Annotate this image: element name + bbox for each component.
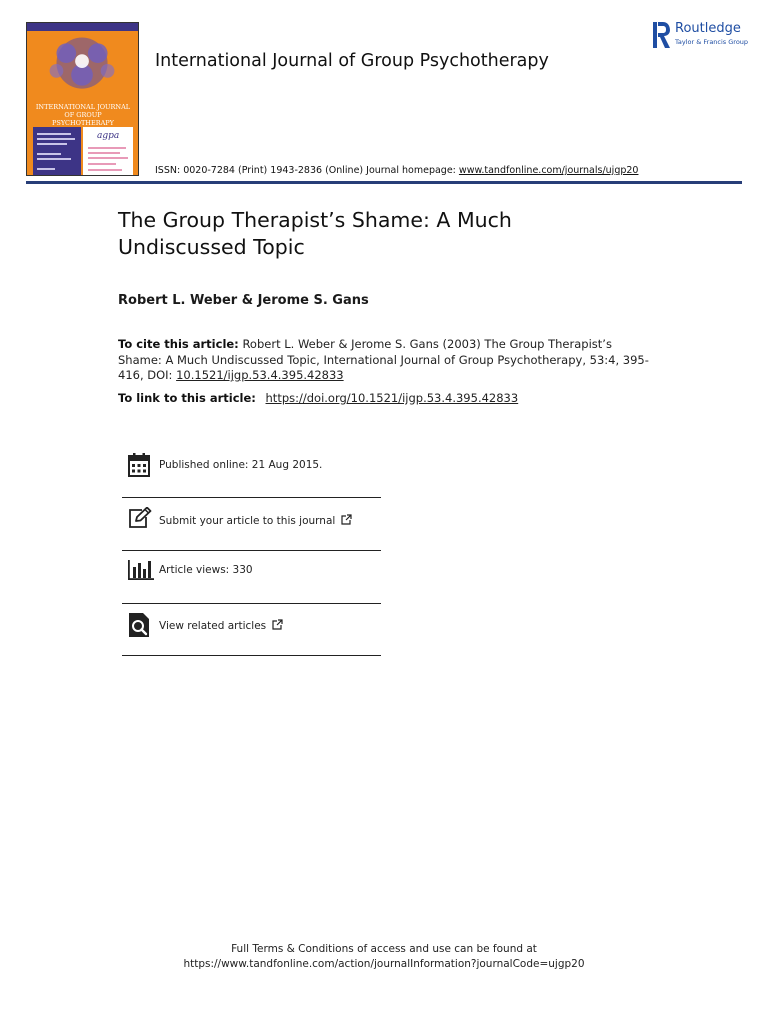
link-block <box>118 391 518 405</box>
cite-doi-link[interactable]: 10.1521/ijgp.53.4.395.42833 <box>176 368 344 382</box>
terms-link[interactable]: https://www.tandfonline.com/action/journalInformation?journalCode=ujgp20 <box>183 958 585 970</box>
article-views-text: Article views: 330 <box>159 564 253 576</box>
citation-block <box>118 337 658 384</box>
article-authors: Robert L. Weber & Jerome S. Gans <box>118 293 369 308</box>
journal-cover-image <box>26 22 139 176</box>
info-divider <box>122 497 381 498</box>
publisher-subtitle: Taylor & Francis Group <box>675 38 749 46</box>
routledge-r-icon <box>653 22 671 48</box>
issn-text: ISSN: 0020-7284 (Print) 1943-2836 (Online) Journal homepage: <box>155 165 456 176</box>
cover-artwork <box>27 31 138 101</box>
link-label: To link to this article: <box>118 391 256 405</box>
published-online-text: Published online: 21 Aug 2015. <box>159 459 323 471</box>
journal-homepage-link[interactable]: www.tandfonline.com/journals/ujgp20 <box>458 165 639 176</box>
external-link-icon <box>272 619 283 630</box>
related-articles-row[interactable] <box>122 613 381 639</box>
calendar-icon <box>128 453 150 477</box>
cover-title: INTERNATIONAL JOURNAL OF GROUP PSYCHOTHERAPY <box>35 103 131 127</box>
info-divider <box>122 603 381 604</box>
journal-name: International Journal of Group Psychotherapy <box>155 51 549 71</box>
submit-article-row[interactable] <box>122 507 381 535</box>
submit-article-label: Submit your article to this journal <box>159 515 336 527</box>
bar-chart-icon <box>128 560 154 580</box>
header-divider <box>26 181 742 184</box>
svg-text:agpa: agpa <box>97 131 120 141</box>
document-search-icon <box>128 613 150 637</box>
edit-icon <box>128 507 152 529</box>
issn-line <box>155 165 638 176</box>
published-online-row <box>122 453 381 481</box>
article-title: The Group Therapist’s Shame: A Much Undiscussed Topic <box>118 208 512 259</box>
terms-text: Full Terms & Conditions of access and use can be found at <box>231 943 537 955</box>
info-divider <box>122 550 381 551</box>
terms-footer <box>0 942 768 972</box>
cite-label: To cite this article: <box>118 337 239 351</box>
related-articles-label: View related articles <box>159 620 267 632</box>
submit-article-link[interactable] <box>159 514 352 527</box>
cover-contents-panel <box>33 127 81 175</box>
routledge-logo[interactable] <box>653 21 753 49</box>
article-views-row <box>122 560 381 584</box>
cite-text: Robert L. Weber & Jerome S. Gans (2003) The Group Therapist’s Shame: A Much Undiscussed Topic, International Journal of Group Psychotherapy, 53:4, 395-416, DOI: <box>118 337 649 382</box>
article-doi-link[interactable]: https://doi.org/10.1521/ijgp.53.4.395.42833 <box>265 391 519 405</box>
publisher-name: Routledge <box>675 21 741 36</box>
info-divider <box>122 655 381 656</box>
cover-top-band <box>27 23 138 31</box>
external-link-icon <box>341 514 352 525</box>
cover-logo-icon <box>83 127 133 143</box>
related-articles-link[interactable] <box>159 619 283 632</box>
cover-logo-panel <box>83 127 133 176</box>
